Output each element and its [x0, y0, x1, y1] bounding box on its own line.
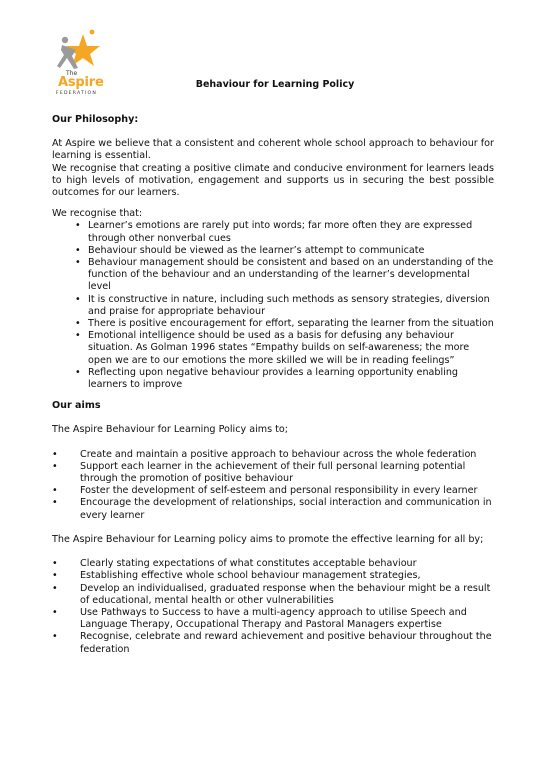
list-item: • Establishing effective whole school behaviour management strategies,: [52, 570, 494, 582]
philosophy-paragraph-1: At Aspire we believe that a consistent and coherent whole school approach to behaviour for learning is essential.: [52, 138, 494, 162]
list-item: • Learner’s emotions are rarely put into words; far more often they are expressed through other nonverbal cues: [88, 220, 494, 244]
list-item: • There is positive encouragement for effort, separating the learner from the situation: [88, 318, 494, 330]
list-item: • Emotional intelligence should be used as a basis for defusing any behaviour situation. As Golman 1996 states “Empathy builds on self-awareness; the more open we are to our emotions the more skilled we will be in reading feelings”: [88, 330, 494, 367]
recognise-list: [88, 220, 494, 391]
list-item: • Clearly stating expectations of what constitutes acceptable behaviour: [52, 558, 494, 570]
list-item: • Support each learner in the achievement of their full personal learning potential through the promotion of positive behaviour: [52, 461, 494, 485]
star-figure-icon: [52, 28, 108, 76]
aspire-federation-logo: [52, 28, 108, 104]
aims-list-2: [52, 558, 494, 656]
recognise-intro: We recognise that:: [52, 208, 143, 220]
list-item: • Develop an individualised, graduated response when the behaviour might be a result of educational, mental health or other vulnerabilities: [52, 583, 494, 607]
aims-heading: Our aims: [52, 400, 101, 412]
philosophy-paragraph-2: We recognise that creating a positive climate and conducive environment for learners leads to high levels of motivation, engagement and supports us in securing the best possible outcomes for our learners.: [52, 162, 494, 199]
list-item: • It is constructive in nature, including such methods as sensory strategies, diversion and praise for appropriate behaviour: [88, 294, 494, 318]
philosophy-heading: Our Philosophy:: [52, 114, 139, 125]
logo-text-aspire: Aspire: [58, 75, 104, 90]
list-item: • Encourage the development of relationships, social interaction and communication in every learner: [52, 497, 494, 521]
aims-intro-1: The Aspire Behaviour for Learning Policy aims to;: [52, 424, 289, 436]
aims-list-1: [52, 449, 494, 522]
list-item: • Use Pathways to Success to have a multi-agency approach to utilise Speech and Language Therapy, Occupational Therapy and Pastoral Managers expertise: [52, 607, 494, 631]
list-item: • Create and maintain a positive approach to behaviour across the whole federation: [52, 449, 494, 461]
list-item: • Behaviour should be viewed as the learner’s attempt to communicate: [88, 245, 494, 257]
logo-text-the: The: [66, 70, 78, 77]
document-body: [52, 114, 494, 656]
list-item: • Recognise, celebrate and reward achievement and positive behaviour throughout the federation: [52, 631, 494, 655]
logo-text-federation: FEDERATION: [56, 91, 97, 96]
list-item: • Foster the development of self-esteem and personal responsibility in every learner: [52, 485, 494, 497]
list-item: • Reflecting upon negative behaviour provides a learning opportunity enabling learners to improve: [88, 367, 494, 391]
list-item: • Behaviour management should be consistent and based on an understanding of the function of the behaviour and an understanding of the learner’s developmental level: [88, 257, 494, 294]
aims-intro-2: The Aspire Behaviour for Learning policy aims to promote the effective learning for all by;: [52, 533, 484, 545]
document-title: Behaviour for Learning Policy: [195, 79, 355, 90]
